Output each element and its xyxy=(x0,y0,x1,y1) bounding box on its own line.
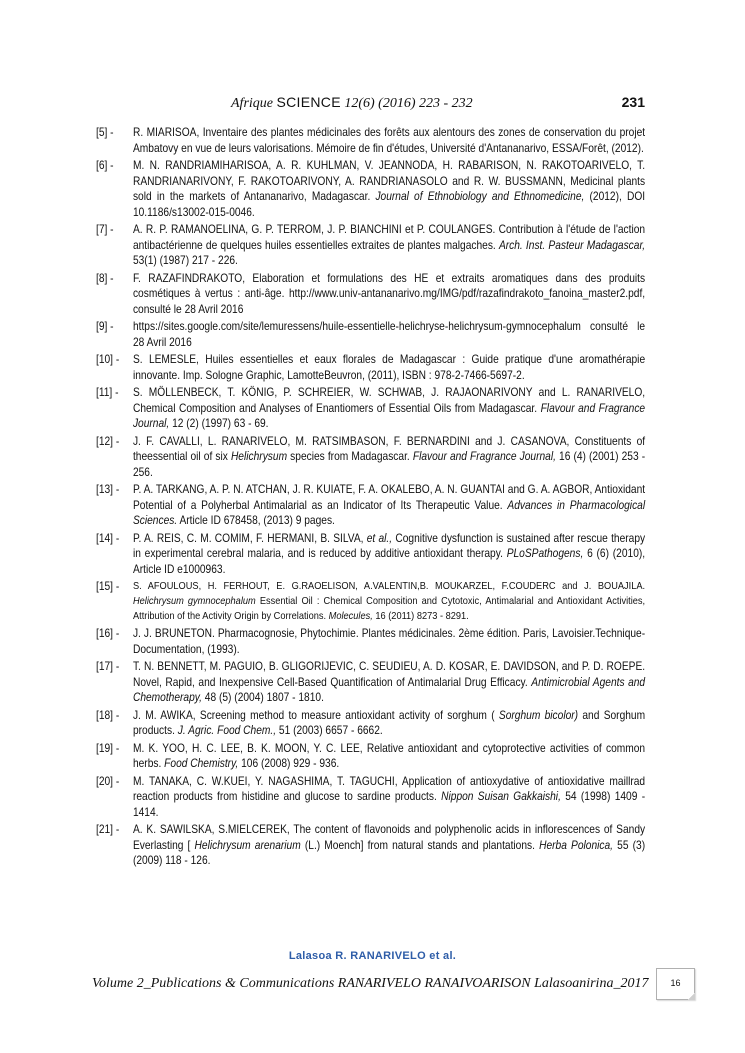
reference-segment: M. N. RANDRIAMIHARISOA, A. R. KUHLMAN, V. JEANNODA, H. RABARISON, N. RAKOTOARIVELO, T. RANDRIANARIVONY, F. RAKOTOARIVONY, A. RANDRIANASOLO and R. W. BUSSMANN, Medicinal plants sold in the markets of Antananarivo, Madagascar. xyxy=(132,159,646,203)
reference-text xyxy=(133,385,645,432)
reference-journal: Flavour and Fragrance Journal, xyxy=(132,401,646,430)
reference-text xyxy=(133,482,645,529)
reference-segment: species from Madagascar. xyxy=(290,450,410,463)
reference-segment: 53(1) (1987) 217 - 226. xyxy=(132,254,238,267)
reference-text xyxy=(133,579,645,624)
reference-journal: Helichrysum gymnocephalum xyxy=(132,595,256,607)
reference-segment: M. TANAKA, C. W.KUEI, Y. NAGASHIMA, T. TAGUCHI, Application of antioxydative of antioxidative maillrad reaction products from histidine and glucose to sardine products. xyxy=(132,774,646,803)
reference-item xyxy=(96,271,645,318)
reference-item xyxy=(96,708,645,739)
reference-list xyxy=(96,125,645,871)
reference-number: [9] - xyxy=(96,320,114,333)
reference-item xyxy=(96,579,645,624)
reference-segment: Cognitive dysfunction is sustained after rescue therapy in experimental cerebral malaria, and is reduced by additive antioxidant therapy. xyxy=(132,531,646,560)
reference-journal: Helichrysum xyxy=(230,450,288,463)
reference-number: [17] - xyxy=(96,660,120,673)
reference-item xyxy=(96,125,645,156)
journal-name-italic: Afrique xyxy=(231,96,273,111)
reference-number: [21] - xyxy=(96,823,120,836)
reference-segment: S. MÖLLENBECK, T. KÖNIG, P. SCHREIER, W. SCHWAB, J. RAJAONARIVONY and L. RANARIVELO, Chemical Composition and Analyses of Enantiomers of Essential Oils from Madagascar. xyxy=(132,386,646,415)
reference-journal: Helichrysum arenarium xyxy=(194,838,301,852)
reference-segment: S. LEMESLE, Huiles essentielles et eaux florales de Madagascar : Guide pratique d'une aromathérapie innovante. Imp. Sologne Graphic, LamotteBeuvron, (2011), ISBN : 978-2-7466-5697-2. xyxy=(132,353,646,382)
reference-text xyxy=(133,774,645,821)
reference-number: [14] - xyxy=(96,531,120,545)
reference-segment: A. K. SAWILSKA, S.MIELCEREK, The content of flavonoids and polyphenolic acids in inflorescences of Sandy Everlasting [ xyxy=(132,823,646,852)
reference-segment: 55 (3) (2009) 118 - 126. xyxy=(132,838,646,867)
journal-issue: 12(6) (2016) 223 - 232 xyxy=(344,96,473,111)
reference-segment: T. N. BENNETT, M. PAGUIO, B. GLIGORIJEVIC, C. SEUDIEU, A. D. KOSAR, E. DAVIDSON, and P. D. ROEPE. Novel, Rapid, and Inexpensive Cell-Based Quantification of Antimalarial Drug Efficacy. xyxy=(132,660,646,689)
reference-number: [8] - xyxy=(96,271,114,285)
reference-number: [20] - xyxy=(96,774,120,788)
reference-item xyxy=(96,531,645,578)
reference-segment: J. M. AWIKA, Screening method to measure antioxidant activity of sorghum ( xyxy=(132,708,495,722)
reference-text xyxy=(133,125,645,156)
reference-segment: 48 (5) (2004) 1807 - 1810. xyxy=(204,691,324,704)
page-box xyxy=(656,968,695,1000)
reference-segment: J. F. CAVALLI, L. RANARIVELO, M. RATSIMBASON, F. BERNARDINI and J. CASANOVA, Constituents of theessential oil of six xyxy=(132,434,646,463)
reference-text xyxy=(133,158,645,220)
reference-segment: P. A. REIS, C. M. COMIM, F. HERMANI, B. SILVA, xyxy=(132,531,364,545)
reference-number: [5] - xyxy=(96,126,114,139)
reference-text xyxy=(133,352,645,383)
reference-text xyxy=(133,708,645,739)
reference-journal: Nippon Suisan Gakkaishi, xyxy=(441,790,561,803)
reference-number: [16] - xyxy=(96,627,120,640)
reference-journal: J. Agric. Food Chem., xyxy=(177,724,277,737)
reference-number: [13] - xyxy=(96,483,120,496)
reference-journal: et al., xyxy=(366,531,393,545)
reference-journal: Molecules, xyxy=(328,610,373,622)
reference-item xyxy=(96,434,645,481)
reference-segment: R. MIARISOA, Inventaire des plantes médicinales des forêts aux alentours des zones de conservation du projet Ambatovy en vue de leurs valorisations. Mémoire de fin d'études, Université d'Antananarivo, ESSA/Forêt, (2012). xyxy=(132,126,646,155)
author-footer: Lalasoa R. RANARIVELO et al. xyxy=(288,950,457,962)
reference-segment: 106 (2008) 929 - 936. xyxy=(241,757,340,770)
reference-text xyxy=(133,741,645,772)
reference-segment: F. RAZAFINDRAKOTO, Elaboration et formulations des HE et extraits aromatiques dans des produits cosmétiques à vertus : anti-âge. http://www.univ-antananarivo.mg/IMG/pdf/razafindrakoto_fanoina_master2.pdf, consulté le 28 Avril 2016 xyxy=(132,271,646,316)
reference-segment: 16 (4) (2001) 253 - 256. xyxy=(132,450,646,479)
reference-text xyxy=(133,222,645,269)
journal-name-science: SCIENCE xyxy=(276,94,341,110)
reference-journal: Herba Polonica, xyxy=(539,838,613,852)
reference-item xyxy=(96,319,645,350)
page-number: 231 xyxy=(621,94,645,110)
reference-journal: PLoSPathogens, xyxy=(506,547,584,560)
reference-number: [7] - xyxy=(96,223,114,236)
reference-item xyxy=(96,626,645,657)
reference-segment: S. AFOULOUS, H. FERHOUT, E. G.RAOELISON, A.VALENTIN,B. MOUKARZEL, F.COUDERC and J. BOUAJILA. xyxy=(132,580,646,592)
reference-number: [6] - xyxy=(96,159,114,172)
reference-segment: and Sorghum products. xyxy=(132,708,646,737)
reference-item xyxy=(96,222,645,269)
reference-item xyxy=(96,352,645,383)
reference-number: [10] - xyxy=(96,353,120,366)
reference-segment: Article ID 678458, (2013) 9 pages. xyxy=(179,514,335,527)
reference-text xyxy=(133,659,645,706)
reference-item xyxy=(96,385,645,432)
reference-number: [12] - xyxy=(96,434,120,448)
reference-journal: Food Chemistry, xyxy=(164,757,239,770)
reference-segment: (L.) Moench] from natural stands and plantations. xyxy=(304,838,535,852)
reference-item xyxy=(96,659,645,706)
journal-header xyxy=(231,94,645,112)
reference-segment: 12 (2) (1997) 63 - 69. xyxy=(172,417,269,430)
reference-text xyxy=(133,434,645,481)
reference-segment: (2012), DOI 10.1186/s13002-015-0046. xyxy=(132,190,646,219)
reference-journal: Journal of Ethnobiology and Ethnomedicine, xyxy=(375,190,585,203)
reference-segment: 54 (1998) 1409 - 1414. xyxy=(132,790,646,819)
reference-text xyxy=(133,319,645,350)
reference-segment: Essential Oil : Chemical Composition and Cytotoxic, Antimalarial and Antioxidant Activities, Attribution of the Activity Origin by Correlations. xyxy=(132,595,646,622)
reference-segment: 16 (2011) 8273 - 8291. xyxy=(375,610,469,622)
reference-item xyxy=(96,158,645,220)
reference-text xyxy=(133,271,645,318)
reference-item xyxy=(96,822,645,869)
reference-number: [11] - xyxy=(96,386,119,399)
reference-segment: J. J. BRUNETON. Pharmacognosie, Phytochimie. Plantes médicinales. 2ème édition. Paris, Lavoisier.Technique-Documentation, (1993). xyxy=(132,627,646,656)
reference-segment: A. R. P. RAMANOELINA, G. P. TERROM, J. P. BIANCHINI et P. COULANGES. Contribution à l'étude de l'action antibactérienne de quelques huiles essentielles extraites de plantes malgaches. xyxy=(132,223,646,252)
reference-segment: M. K. YOO, H. C. LEE, B. K. MOON, Y. C. LEE, Relative antioxidant and cytoprotective activities of common herbs. xyxy=(132,741,646,770)
reference-text xyxy=(133,531,645,578)
reference-segment: P. A. TARKANG, A. P. N. ATCHAN, J. R. KUIATE, F. A. OKALEBO, A. N. GUANTAI and G. A. AGBOR, Antioxidant Potential of a Polyherbal Antimalarial as an Indicator of Its Therapeutic Value. xyxy=(132,483,646,512)
reference-text xyxy=(133,626,645,657)
reference-journal: Antimicrobial Agents and Chemotherapy, xyxy=(132,675,646,704)
reference-journal: Advances in Pharmacological Sciences. xyxy=(132,498,646,527)
reference-number: [18] - xyxy=(96,708,120,722)
reference-item xyxy=(96,741,645,772)
reference-segment: 6 (6) (2010), Article ID e1000963. xyxy=(132,547,646,576)
reference-text xyxy=(133,822,645,869)
reference-number: [19] - xyxy=(96,741,120,755)
volume-footer: Volume 2_Publications & Communications RANARIVELO RANAIVOARISON Lalasoanirina_2017 xyxy=(92,976,649,991)
reference-item xyxy=(96,774,645,821)
reference-number: [15] - xyxy=(96,580,120,593)
page-box-number: 16 xyxy=(670,978,681,988)
reference-segment: 51 (2003) 6657 - 6662. xyxy=(278,724,383,737)
reference-journal: Arch. Inst. Pasteur Madagascar, xyxy=(498,238,646,252)
reference-item xyxy=(96,482,645,529)
reference-journal: Sorghum bicolor) xyxy=(498,708,579,722)
reference-segment: https://sites.google.com/site/lemuressens/huile-essentielle-helichryse-helichrysum-gymnocephalum consulté le 28 Avril 2016 xyxy=(132,320,646,349)
reference-journal: Flavour and Fragrance Journal, xyxy=(412,450,556,463)
